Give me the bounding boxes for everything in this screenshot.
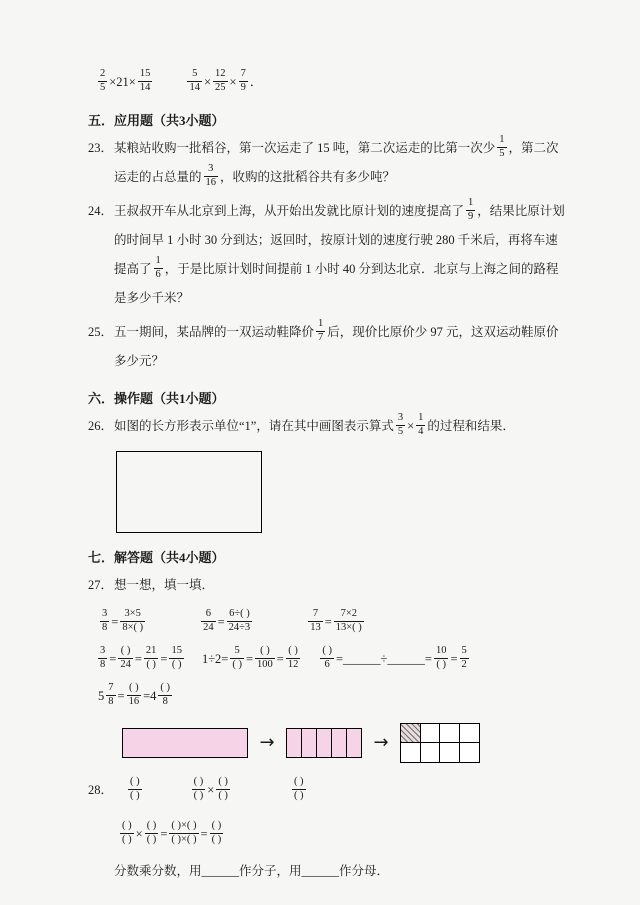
text-run: = bbox=[245, 652, 254, 666]
fill-equation-1c bbox=[306, 607, 366, 637]
blank-fraction-group-1 bbox=[126, 773, 144, 807]
fraction: $\frac{1}{6}$ bbox=[155, 255, 161, 280]
model-box-whole bbox=[122, 728, 248, 758]
model-strip bbox=[332, 729, 347, 757]
fraction: $\frac{3}{5}$ bbox=[397, 412, 404, 437]
text-run: 1÷2= bbox=[201, 652, 229, 666]
model-cell-shaded bbox=[401, 724, 421, 743]
fraction: $\frac{7}{8}$ bbox=[108, 682, 114, 707]
text-run: ÷ bbox=[380, 652, 388, 666]
text-run: ． bbox=[249, 75, 263, 89]
fraction: $\frac{3\times 5}{8\times( )}$ bbox=[122, 608, 144, 633]
fraction: $\frac{1}{9}$ bbox=[468, 197, 474, 222]
text-run: × bbox=[407, 419, 415, 433]
fraction: $\frac{5}{14}$ bbox=[189, 68, 200, 93]
text-run: = bbox=[217, 615, 225, 629]
model-cell bbox=[460, 743, 480, 762]
fraction: $\frac{( )}{( )}$ bbox=[293, 776, 304, 801]
text-run: ，收购的这批稻谷共有多少吨？ bbox=[220, 170, 396, 184]
fraction: $\frac{7}{13}$ bbox=[310, 608, 321, 633]
fraction: $\frac{6\div( )}{24\div 3}$ bbox=[228, 608, 251, 633]
question-23 bbox=[88, 134, 568, 192]
fraction: $\frac{7}{9}$ bbox=[240, 68, 246, 93]
model-cell bbox=[440, 724, 460, 743]
text-run: = bbox=[450, 652, 458, 666]
model-cell bbox=[460, 724, 480, 743]
model-cell bbox=[401, 743, 421, 762]
calc-expression-2 bbox=[185, 68, 263, 93]
question-28-number: 28． bbox=[88, 783, 114, 797]
text-run: = bbox=[160, 652, 168, 666]
model-box-grid bbox=[400, 723, 480, 763]
fraction: $\frac{( )}{( )}$ bbox=[193, 776, 204, 801]
fraction: $\frac{( )\times( )}{( )\times( )}$ bbox=[171, 820, 197, 845]
text-run: × bbox=[203, 75, 212, 89]
fraction: $\frac{3}{16}$ bbox=[205, 163, 217, 188]
fill-row-3 bbox=[98, 681, 568, 711]
fraction: $\frac{( )}{12}$ bbox=[287, 645, 299, 670]
fill-equation-2b bbox=[202, 644, 302, 674]
model-strip-shaded bbox=[302, 729, 317, 757]
fraction: $\frac{( )}{( )}$ bbox=[146, 820, 157, 845]
question-26-number: 26． bbox=[88, 419, 114, 433]
text-run: = bbox=[134, 652, 142, 666]
model-cell bbox=[421, 724, 441, 743]
multiplication-rule-statement bbox=[114, 859, 568, 883]
unit-rectangle-drawing-area bbox=[116, 451, 262, 533]
question-24 bbox=[88, 197, 568, 313]
text-run: × bbox=[229, 75, 237, 89]
fill-equation-1a bbox=[98, 607, 147, 637]
question-25-number: 25． bbox=[88, 325, 114, 339]
fraction: $\frac{3}{8}$ bbox=[100, 645, 106, 670]
text-run: 如图的长方形表示单位“1”，请在其中画图表示算式 bbox=[114, 419, 394, 433]
question-23-text bbox=[114, 134, 559, 188]
fraction: $\frac{7\times 2}{13\times( )}$ bbox=[335, 608, 362, 633]
model-cell bbox=[440, 743, 460, 762]
fraction: $\frac{15}{14}$ bbox=[139, 68, 151, 93]
fraction: $\frac{3}{8}$ bbox=[102, 608, 108, 633]
text-run: ______ bbox=[343, 652, 381, 666]
fraction: $\frac{12}{25}$ bbox=[215, 68, 226, 93]
multiplication-rule-equation bbox=[118, 817, 568, 851]
fraction: $\frac{( )}{( )}$ bbox=[130, 776, 140, 801]
calc-expression-line bbox=[96, 66, 568, 98]
fraction: $\frac{1}{4}$ bbox=[418, 412, 424, 437]
text-run: × bbox=[207, 783, 215, 797]
text-run: ×21× bbox=[109, 75, 136, 89]
fraction: $\frac{2}{5}$ bbox=[100, 68, 106, 93]
question-27-prompt: 想一想，填一填． bbox=[114, 578, 215, 592]
section-6-heading: 六．操作题（共1小题） bbox=[88, 391, 225, 406]
fraction: $\frac{5}{2}$ bbox=[461, 645, 467, 670]
model-cell bbox=[421, 743, 441, 762]
question-25-text bbox=[114, 318, 559, 368]
fill-row-2 bbox=[96, 644, 568, 674]
text-run: = bbox=[424, 652, 432, 666]
text-run: = bbox=[324, 615, 332, 629]
model-strip bbox=[347, 729, 361, 757]
question-26-text bbox=[114, 412, 515, 437]
text-run: =4 bbox=[143, 689, 157, 703]
blank-fraction-group-3 bbox=[290, 773, 308, 807]
fraction: $\frac{6}{24}$ bbox=[203, 608, 214, 633]
model-strip bbox=[317, 729, 332, 757]
model-box-strips bbox=[286, 728, 362, 758]
text-run: = bbox=[117, 689, 125, 703]
question-24-number: 24． bbox=[88, 204, 114, 218]
fraction: $\frac{15}{( )}$ bbox=[171, 645, 182, 670]
fill-row-1 bbox=[98, 607, 568, 637]
question-23-number: 23． bbox=[88, 141, 114, 155]
arrow-right-icon: → bbox=[259, 732, 275, 753]
fill-equation-3a bbox=[98, 681, 174, 711]
text-run: = bbox=[111, 615, 119, 629]
fill-equation-2a bbox=[96, 644, 186, 674]
fraction: $\frac{10}{( )}$ bbox=[435, 645, 447, 670]
fraction: $\frac{( )}{16}$ bbox=[128, 682, 140, 707]
text-run: = bbox=[160, 827, 168, 841]
fraction: $\frac{( )}{( )}$ bbox=[122, 820, 132, 845]
fraction-model-diagram bbox=[122, 723, 568, 763]
section-5-heading: 五．应用题（共3小题） bbox=[88, 113, 225, 128]
text-run: 后，现价比原价少 97 元，这双运动鞋原价多少元？ bbox=[114, 325, 559, 368]
section-7-heading: 七．解答题（共4小题） bbox=[88, 550, 225, 565]
text-run: 王叔叔开车从北京到上海，从开始出发就比原计划的速度提高了 bbox=[114, 204, 465, 218]
fraction: $\frac{( )}{6}$ bbox=[322, 645, 332, 670]
text-run: 的过程和结果． bbox=[427, 419, 515, 433]
fill-equation-1b bbox=[199, 607, 254, 637]
text-run: = bbox=[335, 652, 344, 666]
text-run: ，结果比原计划的时间早 1 小时 30 分到达；返回时，按原计划的速度行驶 280 千米后，再将车速提高了 bbox=[114, 204, 565, 276]
fill-equation-2c bbox=[318, 644, 470, 674]
calc-expression-1 bbox=[96, 68, 154, 93]
text-run: 5 bbox=[98, 689, 105, 703]
question-27-number: 27． bbox=[88, 578, 114, 592]
arrow-right-icon: → bbox=[373, 732, 389, 753]
text-run: = bbox=[276, 652, 284, 666]
text-run: 某粮站收购一批稻谷，第一次运走了 15 吨，第二次运走的比第一次少 bbox=[114, 141, 496, 155]
text-run: = bbox=[109, 652, 117, 666]
text-run: 五一期间，某品牌的一双运动鞋降价 bbox=[114, 325, 315, 339]
blank-fraction-group-2 bbox=[190, 773, 232, 807]
fraction: $\frac{( )}{( )}$ bbox=[211, 820, 222, 845]
text-run: × bbox=[135, 827, 143, 841]
fraction: $\frac{21}{( )}$ bbox=[145, 645, 157, 670]
text-run: 分数乘分数，用______作分子，用______作分母． bbox=[114, 864, 390, 878]
text-run: = bbox=[200, 827, 208, 841]
text-run: ______ bbox=[387, 652, 425, 666]
fraction: $\frac{( )}{( )}$ bbox=[218, 776, 228, 801]
text-run: ，第二次运走的占总量的 bbox=[114, 141, 559, 184]
fraction: $\frac{( )}{8}$ bbox=[160, 682, 170, 707]
question-26 bbox=[88, 412, 568, 441]
question-24-text bbox=[114, 197, 565, 305]
fraction: $\frac{( )}{100}$ bbox=[257, 645, 273, 670]
question-27 bbox=[88, 571, 568, 600]
text-run: ，于是比原计划时间提前 1 小时 40 分到达北京．北京与上海之间的路程是多少千米？ bbox=[114, 262, 559, 305]
question-28 bbox=[88, 773, 568, 807]
question-25 bbox=[88, 318, 568, 376]
model-strip-shaded bbox=[287, 729, 302, 757]
fraction: $\frac{1}{5}$ bbox=[499, 134, 505, 159]
fraction: $\frac{( )}{24}$ bbox=[120, 645, 131, 670]
fraction: $\frac{1}{7}$ bbox=[318, 318, 324, 343]
fraction: $\frac{5}{( )}$ bbox=[232, 645, 242, 670]
